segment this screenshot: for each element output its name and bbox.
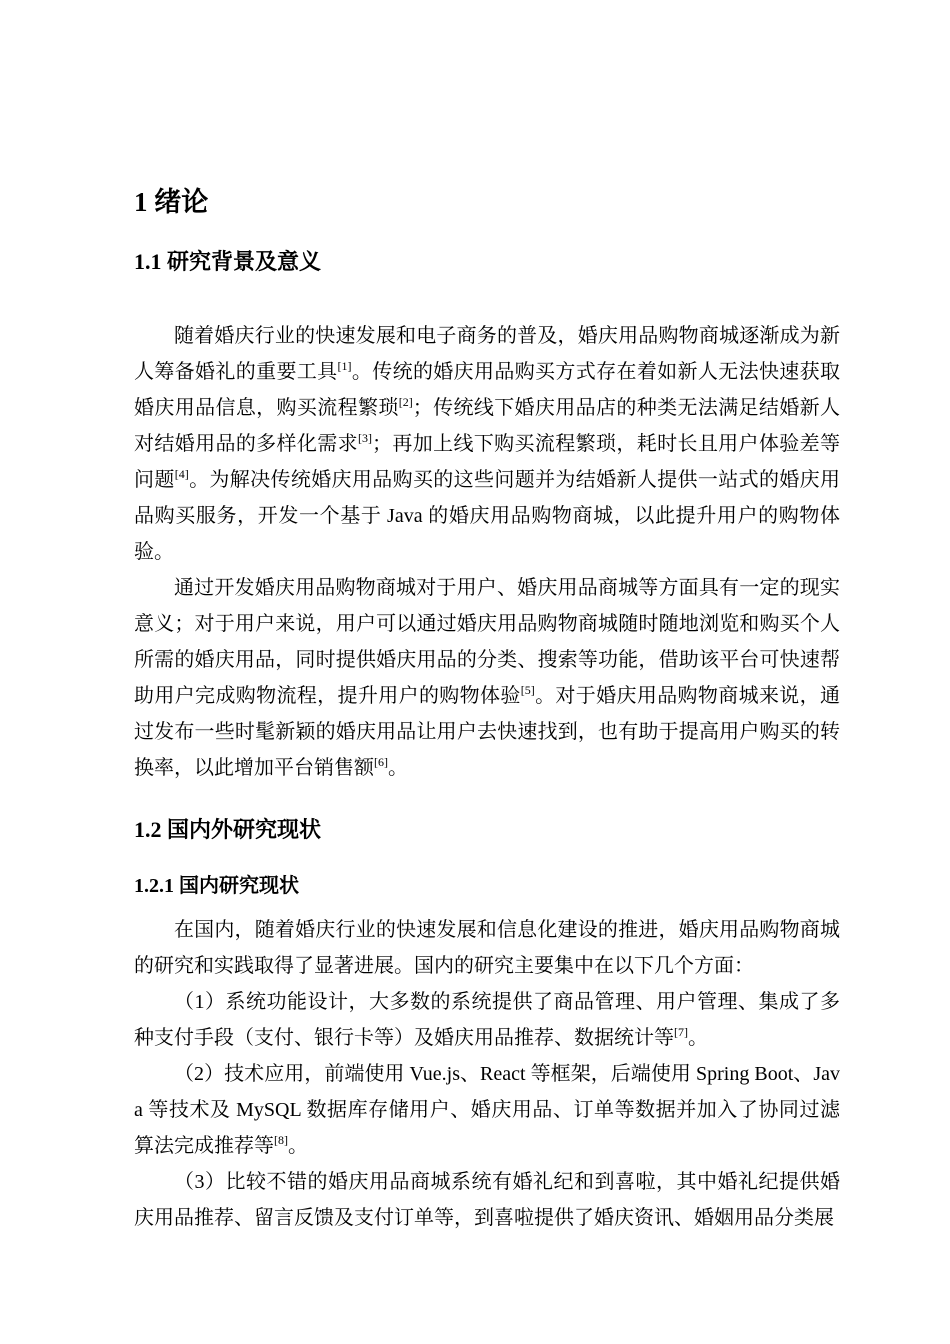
subsection-heading-domestic-status: 1.2.1 国内研究现状	[134, 875, 299, 897]
paragraph-domestic-intro: 在国内，随着婚庆行业的快速发展和信息化建设的推进，婚庆用品购物商城的研究和实践取得了显著进展。国内的研究主要集中在以下几个方面：	[134, 919, 840, 977]
chapter-heading: 1 绪论	[134, 187, 209, 217]
citation-ref: [2]	[398, 395, 413, 409]
paragraph-significance: 通过开发婚庆用品购物商城对于用户、婚庆用品商城等方面具有一定的现实意义；对于用户来说，用户可以通过婚庆用品购物商城随时随地浏览和购买个人所需的婚庆用品，同时提供婚庆用品的分类、搜索等功能，借助该平台可快速帮助用户完成购物流程，提升用户的购物体验[5]。对于婚庆用品购物商城来说，通过发布一些时髦新颖的婚庆用品让用户去快速找到，也有助于提高用户购买的转换率，以此增加平台销售额[6]。	[134, 577, 841, 779]
citation-ref: [8]	[274, 1133, 288, 1147]
citation-ref: [4]	[174, 467, 189, 481]
citation-ref: [1]	[337, 359, 352, 373]
paragraph-domestic-point-1: （1）系统功能设计，大多数的系统提供了商品管理、用户管理、集成了多种支付手段（支付、银行卡等）及婚庆用品推荐、数据统计等[7]。	[134, 991, 840, 1049]
section-heading-research-background: 1.1 研究背景及意义	[134, 249, 322, 274]
citation-ref: [7]	[674, 1025, 688, 1039]
paragraph-domestic-point-2: （2）技术应用，前端使用 Vue.js、React 等框架，后端使用 Spring Boot、Java 等技术及 MySQL 数据库存储用户、婚庆用品、订单等数据并加入了协同过滤算法完成推荐等[8]。	[134, 1063, 840, 1157]
paragraph-domestic-point-3: （3）比较不错的婚庆用品商城系统有婚礼纪和到喜啦，其中婚礼纪提供婚庆用品推荐、留言反馈及支付订单等，到喜啦提供了婚庆资讯、婚姻用品分类展	[134, 1171, 840, 1229]
citation-ref: [3]	[358, 431, 372, 445]
section-heading-research-status: 1.2 国内外研究现状	[134, 817, 322, 842]
citation-ref: [6]	[374, 755, 388, 769]
paragraph-background: 随着婚庆行业的快速发展和电子商务的普及，婚庆用品购物商城逐渐成为新人筹备婚礼的重要工具[1]。传统的婚庆用品购买方式存在着如新人无法快速获取婚庆用品信息，购买流程繁琐[2]；传统线下婚庆用品店的种类无法满足结婚新人对结婚用品的多样化需求[3]；再加上线下购买流程繁琐，耗时长且用户体验差等问题[4]。为解决传统婚庆用品购买的这些问题并为结婚新人提供一站式的婚庆用品购买服务，开发一个基于 Java 的婚庆用品购物商城，以此提升用户的购物体验。	[134, 325, 841, 563]
citation-ref: [5]	[520, 683, 535, 697]
